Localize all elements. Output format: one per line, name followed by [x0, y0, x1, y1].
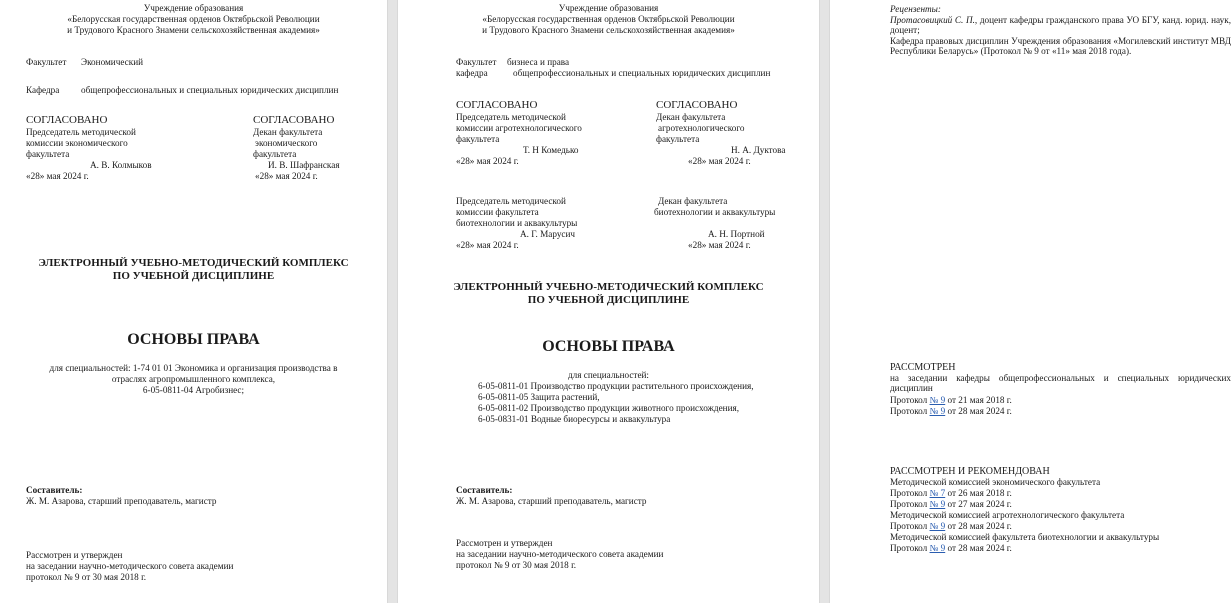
specialty-line: 6-05-0811-05 Защита растений, [478, 392, 600, 402]
discipline-title: ОСНОВЫ ПРАВА [542, 338, 675, 355]
institution-line: Учреждение образования [558, 3, 659, 13]
protocol-number-link[interactable]: № 9 [929, 406, 946, 416]
approval-date: «28» мая 2024 г. [688, 156, 751, 166]
commission-line: Методической комиссией факультета биотехнологии и аквакультуры [890, 532, 1160, 542]
approval-line: комиссии агротехнологического [456, 123, 582, 133]
protocol-date: от 27 мая 2024 г. [945, 499, 1012, 509]
approval-signatory: А. Н. Портной [708, 229, 765, 239]
protocol-line [890, 499, 1012, 509]
faculty-label: Факультет [456, 57, 497, 67]
specialties-label: для специальностей: [567, 370, 649, 380]
approval-line: Председатель методической [26, 127, 136, 137]
protocol-line [890, 543, 1012, 553]
approval-title: СОГЛАСОВАНО [26, 114, 108, 126]
approval-line: Председатель методической [456, 196, 566, 206]
approved-line: протокол № 9 от 30 мая 2018 г. [456, 560, 577, 570]
approval-date: «28» мая 2024 г. [255, 171, 318, 181]
commission-line: Методической комиссией экономического факультета [890, 477, 1101, 487]
institution-line: «Белорусская государственная орденов Октябрьской Революции [67, 14, 320, 24]
specialty-line: для специальностей: 1-74 01 01 Экономика и организация производства в [49, 363, 338, 373]
protocol-line [890, 521, 1012, 531]
complex-title: ЭЛЕКТРОННЫЙ УЧЕБНО-МЕТОДИЧЕСКИЙ КОМПЛЕКС [38, 257, 349, 269]
specialty-line: 6-05-0811-02 Производство продукции животного происхождения, [478, 403, 740, 413]
protocol-date: от 26 мая 2018 г. [945, 488, 1012, 498]
protocol-date: от 21 мая 2018 г. [945, 395, 1012, 405]
approval-line: Декан факультета [253, 127, 323, 137]
approval-signatory: Н. А. Дуктова [731, 145, 786, 155]
approval-signatory: Т. Н Комедько [523, 145, 579, 155]
compiler-label: Составитель: [26, 485, 83, 495]
protocol-number-link[interactable]: № 9 [929, 543, 946, 553]
protocol-line [890, 406, 1012, 416]
protocol-label: Протокол [890, 521, 928, 531]
considered-text: на заседании кафедры общепрофессиональных и специальных юридических дисциплин [890, 373, 1231, 394]
reviewer-1-name: Протасовицкий С. П. [890, 15, 975, 25]
approval-line: экономического [255, 138, 318, 148]
complex-title: ЭЛЕКТРОННЫЙ УЧЕБНО-МЕТОДИЧЕСКИЙ КОМПЛЕКС [453, 281, 764, 293]
protocol-line [890, 488, 1012, 498]
protocol-number-link[interactable]: № 9 [929, 499, 946, 509]
compiler-label: Составитель: [456, 485, 513, 495]
protocol-label: Протокол [890, 406, 928, 416]
specialty-line: 6-05-0831-01 Водные биоресурсы и аквакультура [478, 414, 671, 424]
approved-line: Рассмотрен и утвержден [456, 538, 553, 548]
protocol-date: от 28 мая 2024 г. [945, 521, 1012, 531]
compiler-name: Ж. М. Азарова, старший преподаватель, магистр [456, 496, 647, 506]
specialty-line: отраслях агропромышленного комплекса, [111, 374, 276, 384]
protocol-line [890, 395, 1012, 405]
institution-line: Учреждение образования [143, 3, 244, 13]
institution-line: «Белорусская государственная орденов Октябрьской Революции [482, 14, 735, 24]
approval-line: Декан факультета [658, 196, 728, 206]
approval-line: факультета [656, 134, 700, 144]
approval-date: «28» мая 2024 г. [456, 240, 519, 250]
document-page-3 [830, 0, 1231, 603]
compiler-name: Ж. М. Азарова, старший преподаватель, магистр [26, 496, 217, 506]
approval-line: комиссии экономического [26, 138, 128, 148]
approval-line: факультета [456, 134, 500, 144]
institution-line: и Трудового Красного Знамени сельскохозяйственная академия» [482, 25, 735, 35]
institution-line: и Трудового Красного Знамени сельскохозяйственная академия» [67, 25, 320, 35]
faculty-value: бизнеса и права [507, 57, 570, 67]
protocol-label: Протокол [890, 395, 928, 405]
approval-title: СОГЛАСОВАНО [456, 99, 538, 111]
approval-line: Декан факультета [656, 112, 726, 122]
approved-line: на заседании научно-методического совета академии [26, 561, 234, 571]
page-separator [819, 0, 830, 603]
protocol-label: Протокол [890, 488, 928, 498]
approval-line: факультета [253, 149, 297, 159]
protocol-number-link[interactable]: № 9 [929, 395, 946, 405]
approved-line: протокол № 9 от 30 мая 2018 г. [26, 572, 147, 582]
discipline-title: ОСНОВЫ ПРАВА [127, 331, 260, 348]
reviewers-label: Рецензенты: [890, 4, 941, 14]
considered-title: РАССМОТРЕН [890, 362, 956, 373]
protocol-number-link[interactable]: № 9 [929, 521, 946, 531]
approved-line: Рассмотрен и утвержден [26, 550, 123, 560]
approved-line: на заседании научно-методического совета академии [456, 549, 664, 559]
recommended-title: РАССМОТРЕН И РЕКОМЕНДОВАН [890, 466, 1050, 477]
specialty-line: 6-05-0811-01 Производство продукции растительного происхождения, [478, 381, 754, 391]
complex-title: ПО УЧЕБНОЙ ДИСЦИПЛИНЕ [527, 294, 690, 306]
approval-date: «28» мая 2024 г. [688, 240, 751, 250]
department-value: общепрофессиональных и специальных юридических дисциплин [81, 85, 339, 95]
approval-date: «28» мая 2024 г. [26, 171, 89, 181]
reviewer-1 [890, 15, 1231, 36]
approval-line: биотехнологии и аквакультуры [456, 218, 578, 228]
approval-title: СОГЛАСОВАНО [253, 114, 335, 126]
document-page-1 [0, 0, 387, 603]
approval-signatory: И. В. Шафранская [268, 160, 340, 170]
approval-line: факультета [26, 149, 70, 159]
approval-signatory: А. Г. Марусич [520, 229, 576, 239]
page-separator [387, 0, 398, 603]
specialty-line: 6-05-0811-04 Агробизнес; [142, 385, 245, 395]
department-label: Кафедра [26, 85, 60, 95]
approval-line: агротехнологического [658, 123, 745, 133]
protocol-date: от 28 мая 2024 г. [945, 406, 1012, 416]
approval-title: СОГЛАСОВАНО [656, 99, 738, 111]
faculty-value: Экономический [81, 57, 144, 67]
protocol-label: Протокол [890, 499, 928, 509]
department-label: кафедра [456, 68, 488, 78]
approval-line: биотехнологии и аквакультуры [654, 207, 776, 217]
reviewer-2: Кафедра правовых дисциплин Учреждения образования «Могилевский институт МВД Республики Беларусь» (Протокол № 9 от «11» мая 2018 года). [890, 36, 1231, 57]
protocol-label: Протокол [890, 543, 928, 553]
protocol-number-link[interactable]: № 7 [929, 488, 946, 498]
approval-line: комиссии факультета [456, 207, 539, 217]
reviewer-1-details: , доцент кафедры гражданского права УО БГУ, канд. юрид. наук, доцент; [890, 15, 1231, 36]
approval-signatory: А. В. Колмыков [90, 160, 152, 170]
complex-title: ПО УЧЕБНОЙ ДИСЦИПЛИНЕ [112, 270, 275, 282]
faculty-label: Факультет [26, 57, 67, 67]
approval-line: Председатель методической [456, 112, 566, 122]
department-value: общепрофессиональных и специальных юридических дисциплин [513, 68, 771, 78]
approval-date: «28» мая 2024 г. [456, 156, 519, 166]
document-page-2 [398, 0, 819, 603]
protocol-date: от 28 мая 2024 г. [945, 543, 1012, 553]
commission-line: Методической комиссией агротехнологического факультета [890, 510, 1125, 520]
